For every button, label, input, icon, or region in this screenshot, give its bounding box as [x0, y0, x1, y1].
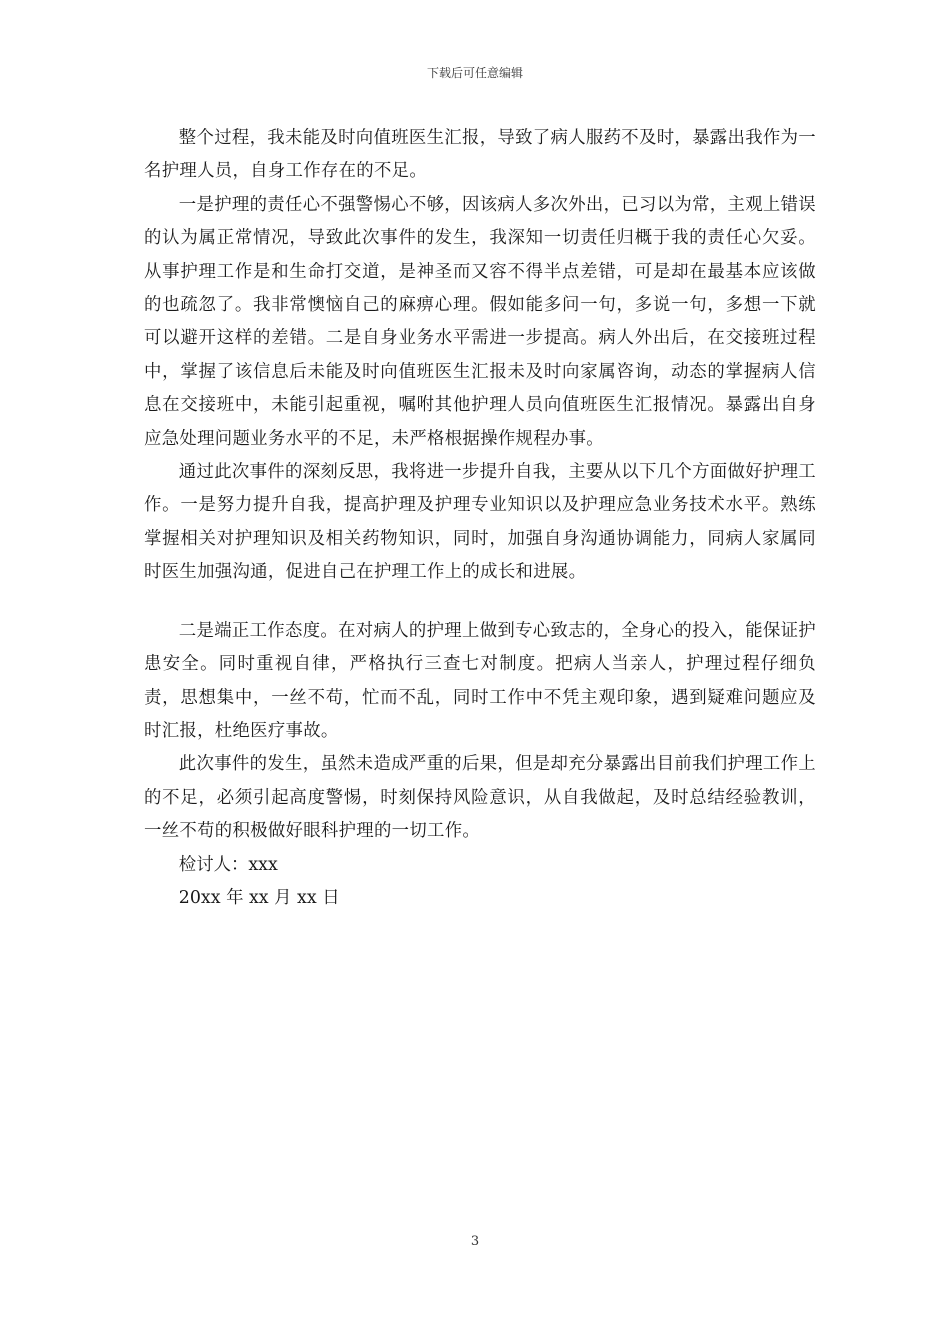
paragraph-attitude: 二是端正工作态度。在对病人的护理上做到专心致志的，全身心的投入，能保证护患安全。同时重视自律，严格执行三查七对制度。把病人当亲人，护理过程仔细负责，思想集中，一丝不苟，忙而不乱，同时工作中不凭主观印象，遇到疑难问题应及时汇报，杜绝医疗事故。	[144, 620, 816, 741]
document-body	[144, 122, 816, 915]
paragraph-conclusion: 此次事件的发生，虽然未造成严重的后果，但是却充分暴露出目前我们护理工作上的不足，必须引起高度警惕，时刻保持风险意识，从自我做起，及时总结经验教训，一丝不苟的积极做好眼科护理的一切工作。	[144, 754, 816, 842]
paragraph-responsibility: 一是护理的责任心不强警惕心不够，因该病人多次外出，已习以为常，主观上错误的认为属正常情况，导致此次事件的发生，我深知一切责任归概于我的责任心欠妥。从事护理工作是和生命打交道，是神圣而又容不得半点差错，可是却在最基本应该做的也疏忽了。我非常懊恼自己的麻痹心理。假如能多问一句，多说一句，多想一下就可以避开这样的差错。二是自身业务水平需进一步提高。病人外出后，在交接班过程中，掌握了该信息后未能及时向值班医生汇报未及时向家属咨询，动态的掌握病人信息在交接班中，未能引起重视，嘱咐其他护理人员向值班医生汇报情况。暴露出自身应急处理问题业务水平的不足，未严格根据操作规程办事。	[144, 194, 816, 449]
page-header: 下载后可任意编辑	[426, 66, 523, 80]
signature-reviewer: 检讨人：xxx	[178, 854, 278, 875]
paragraph-summary: 整个过程，我未能及时向值班医生汇报，导致了病人服药不及时，暴露出我作为一名护理人员，自身工作存在的不足。	[144, 128, 816, 182]
paragraph-improvement: 通过此次事件的深刻反思，我将进一步提升自我，主要从以下几个方面做好护理工作。一是努力提升自我，提高护理及护理专业知识以及护理应急业务技术水平。熟练掌握相关对护理知识及相关药物知识，同时，加强自身沟通协调能力，同病人家属同时医生加强沟通，促进自己在护理工作上的成长和进展。	[144, 462, 816, 583]
page-number: 3	[470, 1234, 480, 1249]
signature-date: 20xx 年 xx 月 xx 日	[178, 887, 340, 908]
